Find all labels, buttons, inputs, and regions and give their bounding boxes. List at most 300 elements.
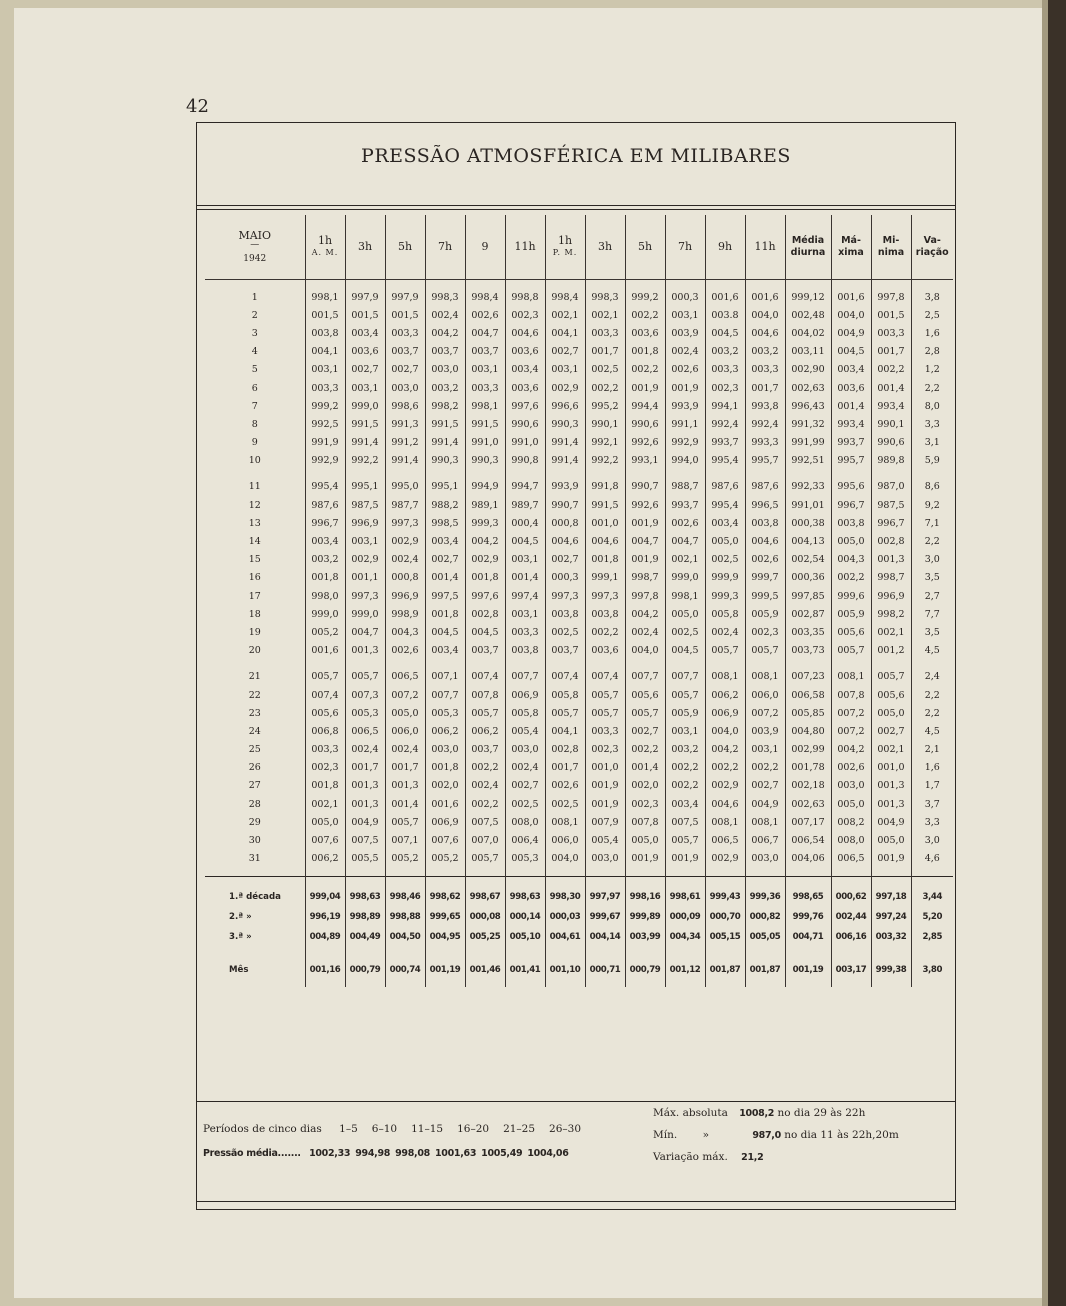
value-cell: 998,9 — [385, 605, 425, 623]
summary-value: 000,79 — [625, 947, 665, 987]
summary-value: 2,85 — [911, 927, 953, 947]
value-cell: 001,4 — [425, 569, 465, 587]
table-row — [205, 361, 953, 379]
footer-bottom-rule — [197, 1201, 955, 1202]
period-label: 11–15 — [411, 1123, 444, 1135]
value-cell: 001,9 — [585, 777, 625, 795]
value-cell: 002,1 — [871, 623, 911, 641]
value-cell: 001,3 — [385, 777, 425, 795]
spacer-cell — [665, 660, 705, 668]
spacer-cell — [585, 280, 625, 289]
day-cell: 31 — [248, 853, 261, 865]
summary-value: 001,19 — [785, 947, 831, 987]
value-cell: 994,9 — [465, 478, 505, 496]
day-cell: 21 — [248, 671, 261, 683]
value-cell: 003,7 — [545, 642, 585, 660]
value-cell: 003,4 — [665, 795, 705, 813]
value-cell: 2,2 — [911, 379, 953, 397]
value-cell: 999,0 — [305, 605, 345, 623]
summary-value: 003,99 — [625, 927, 665, 947]
value-cell: 996,9 — [345, 514, 385, 532]
col-header-main: 11h — [514, 240, 536, 253]
summary-value: 999,43 — [705, 876, 745, 907]
footer-rule — [197, 1101, 955, 1102]
table-row — [205, 623, 953, 641]
value-cell: 000,3 — [665, 288, 705, 306]
value-cell: 991,2 — [385, 434, 425, 452]
spacer-row — [205, 660, 953, 668]
table-row — [205, 686, 953, 704]
value-cell: 004,9 — [871, 813, 911, 831]
value-cell: 990,6 — [871, 434, 911, 452]
spacer-cell — [505, 280, 545, 289]
value-cell: 001,4 — [831, 397, 871, 415]
value-cell: 005,7 — [385, 813, 425, 831]
value-cell: 2,8 — [911, 343, 953, 361]
value-cell: 005,8 — [545, 686, 585, 704]
value-cell: 001,8 — [305, 777, 345, 795]
value-cell: 008,2 — [831, 813, 871, 831]
min-label: Mín. — [653, 1129, 678, 1141]
value-cell: 001,8 — [305, 569, 345, 587]
value-cell: 003,0 — [831, 777, 871, 795]
value-cell: 002,1 — [305, 795, 345, 813]
value-cell: 008,1 — [545, 813, 585, 831]
value-cell: 997,85 — [785, 587, 831, 605]
spacer-cell — [831, 660, 871, 668]
spacer-cell — [785, 660, 831, 668]
value-cell: 001,6 — [305, 642, 345, 660]
spacer-cell — [205, 660, 305, 668]
value-cell: 007,2 — [831, 722, 871, 740]
summary-value: 998,30 — [545, 876, 585, 907]
day-cell: 20 — [248, 645, 261, 657]
day-cell: 2 — [251, 309, 258, 321]
spacer-cell — [625, 868, 665, 877]
value-cell: 003,11 — [785, 343, 831, 361]
value-cell: 991,4 — [545, 452, 585, 470]
value-cell: 003,1 — [505, 605, 545, 623]
value-cell: 002,7 — [625, 722, 665, 740]
value-cell: 005,3 — [345, 704, 385, 722]
spacer-cell — [705, 660, 745, 668]
value-cell: 004,2 — [465, 532, 505, 550]
value-cell: 005,0 — [385, 704, 425, 722]
value-cell: 003,1 — [345, 379, 385, 397]
spacer-cell — [911, 660, 953, 668]
summary-row — [205, 927, 953, 947]
value-cell: 007,4 — [465, 668, 505, 686]
table-row — [205, 397, 953, 415]
value-cell: 004,0 — [705, 722, 745, 740]
period-label: 16–20 — [457, 1123, 490, 1135]
value-cell: 8,6 — [911, 478, 953, 496]
value-cell: 3,0 — [911, 831, 953, 849]
mean-pressure-value: 998,08 — [395, 1148, 430, 1159]
value-cell: 007,2 — [745, 704, 785, 722]
value-cell: 993,7 — [665, 496, 705, 514]
value-cell: 994,7 — [505, 478, 545, 496]
value-cell: 991,1 — [665, 415, 705, 433]
min-absolute-line — [653, 1129, 899, 1141]
value-cell: 987,5 — [871, 496, 911, 514]
summary-value: 001,46 — [465, 947, 505, 987]
value-cell: 000,8 — [545, 514, 585, 532]
value-cell: 005,9 — [665, 704, 705, 722]
value-cell: 2,4 — [911, 668, 953, 686]
value-cell: 002,6 — [665, 361, 705, 379]
summary-value: 005,05 — [745, 927, 785, 947]
value-cell: 003,4 — [345, 324, 385, 342]
summary-value: 001,12 — [665, 947, 705, 987]
value-cell: 001,8 — [425, 759, 465, 777]
col-header-main: Média — [791, 235, 825, 246]
spacer-cell — [665, 280, 705, 289]
summary-value: 5,20 — [911, 907, 953, 927]
summary-value: 999,89 — [625, 907, 665, 927]
value-cell: 3,3 — [911, 813, 953, 831]
value-cell: 007,7 — [425, 686, 465, 704]
value-cell: 007,5 — [465, 813, 505, 831]
spacer-cell — [425, 660, 465, 668]
spacer-cell — [205, 470, 305, 478]
summary-value: 998,16 — [625, 876, 665, 907]
value-cell: 002,2 — [705, 759, 745, 777]
summary-value: 004,49 — [345, 927, 385, 947]
value-cell: 002,9 — [465, 551, 505, 569]
summary-value: 997,18 — [871, 876, 911, 907]
value-cell: 989,1 — [465, 496, 505, 514]
value-cell: 004,06 — [785, 850, 831, 868]
day-cell: 25 — [248, 744, 261, 756]
spacer-cell — [305, 470, 345, 478]
summary-value: 004,95 — [425, 927, 465, 947]
value-cell: 001,9 — [625, 850, 665, 868]
value-cell: 993,9 — [665, 397, 705, 415]
value-cell: 990,7 — [545, 496, 585, 514]
day-cell: 4 — [251, 346, 258, 358]
value-cell: 1,6 — [911, 324, 953, 342]
mean-pressure-values — [304, 1148, 568, 1159]
table-row — [205, 478, 953, 496]
value-cell: 003,1 — [745, 741, 785, 759]
title-rule-inner — [197, 209, 955, 210]
value-cell: 002,4 — [465, 777, 505, 795]
value-cell: 005,7 — [705, 642, 745, 660]
value-cell: 001,3 — [345, 795, 385, 813]
value-cell: 9,2 — [911, 496, 953, 514]
value-cell: 005,5 — [345, 850, 385, 868]
value-cell: 005,4 — [585, 831, 625, 849]
value-cell: 002,6 — [545, 777, 585, 795]
col-header — [345, 215, 385, 280]
spacer-cell — [745, 868, 785, 877]
summary-value: 3,44 — [911, 876, 953, 907]
spacer-cell — [585, 868, 625, 877]
summary-value: 998,65 — [785, 876, 831, 907]
value-cell: 991,8 — [585, 478, 625, 496]
value-cell: 001,4 — [505, 569, 545, 587]
spacer-cell — [911, 280, 953, 289]
value-cell: 007,7 — [625, 668, 665, 686]
value-cell: 999,0 — [345, 397, 385, 415]
table-row — [205, 452, 953, 470]
value-cell: 997,3 — [545, 587, 585, 605]
value-cell: 995,7 — [745, 452, 785, 470]
value-cell: 003,1 — [665, 722, 705, 740]
value-cell: 005,7 — [625, 704, 665, 722]
spacer-cell — [785, 280, 831, 289]
value-cell: 003,2 — [745, 343, 785, 361]
spacer-cell — [745, 660, 785, 668]
value-cell: 3,1 — [911, 434, 953, 452]
summary-value: 000,62 — [831, 876, 871, 907]
month-dash: — — [250, 239, 260, 250]
table-row — [205, 795, 953, 813]
col-header — [665, 215, 705, 280]
value-cell: 004,5 — [425, 623, 465, 641]
value-cell: 996,7 — [305, 514, 345, 532]
spacer-cell — [345, 660, 385, 668]
value-cell: 991,5 — [425, 415, 465, 433]
value-cell: 002,9 — [705, 850, 745, 868]
value-cell: 001,9 — [625, 551, 665, 569]
value-cell: 993,7 — [831, 434, 871, 452]
value-cell: 997,3 — [585, 587, 625, 605]
value-cell: 005,7 — [871, 668, 911, 686]
value-cell: 002,2 — [745, 759, 785, 777]
value-cell: 003,35 — [785, 623, 831, 641]
col-header-main: 7h — [437, 240, 453, 253]
value-cell: 002,4 — [385, 551, 425, 569]
value-cell: 998,1 — [665, 587, 705, 605]
value-cell: 002,99 — [785, 741, 831, 759]
summary-value: 004,14 — [585, 927, 625, 947]
summary-rows — [205, 876, 953, 987]
value-cell: 003,6 — [345, 343, 385, 361]
value-cell: 003,4 — [705, 514, 745, 532]
col-header-main: 7h — [677, 240, 693, 253]
value-cell: 007,9 — [585, 813, 625, 831]
summary-value: 004,89 — [305, 927, 345, 947]
value-cell: 002,3 — [505, 306, 545, 324]
value-cell: 002,9 — [545, 379, 585, 397]
value-cell: 996,43 — [785, 397, 831, 415]
value-cell: 003,4 — [425, 642, 465, 660]
value-cell: 001,4 — [871, 379, 911, 397]
value-cell: 988,2 — [425, 496, 465, 514]
value-cell: 002,3 — [625, 795, 665, 813]
value-cell: 001,6 — [425, 795, 465, 813]
value-cell: 002,63 — [785, 379, 831, 397]
value-cell: 003,7 — [465, 642, 505, 660]
value-cell: 993,4 — [871, 397, 911, 415]
value-cell: 002,0 — [425, 777, 465, 795]
table-title: PRESSÃO ATMOSFÉRICA EM MILIBARES — [361, 145, 791, 167]
value-cell: 005,7 — [465, 850, 505, 868]
value-cell: 007,8 — [831, 686, 871, 704]
value-cell: 001,3 — [871, 551, 911, 569]
value-cell: 987,7 — [385, 496, 425, 514]
value-cell: 990,6 — [505, 415, 545, 433]
value-cell: 002,48 — [785, 306, 831, 324]
value-cell: 3,0 — [911, 551, 953, 569]
table-row — [205, 434, 953, 452]
value-cell: 002,8 — [871, 532, 911, 550]
max-label: Máx. absoluta — [653, 1107, 728, 1119]
value-cell: 001,0 — [585, 759, 625, 777]
value-cell: 998,2 — [425, 397, 465, 415]
value-cell: 987,6 — [305, 496, 345, 514]
value-cell: 006,9 — [425, 813, 465, 831]
table-row — [205, 514, 953, 532]
table-row — [205, 551, 953, 569]
value-cell: 992,4 — [705, 415, 745, 433]
page-number: 42 — [186, 96, 209, 117]
value-cell: 990,7 — [625, 478, 665, 496]
value-cell: 999,5 — [745, 587, 785, 605]
spacer-cell — [505, 868, 545, 877]
value-cell: 003,3 — [385, 324, 425, 342]
summary-row — [205, 947, 953, 987]
value-cell: 003,3 — [871, 324, 911, 342]
value-cell: 994,0 — [665, 452, 705, 470]
value-cell: 989,8 — [871, 452, 911, 470]
value-cell: 002,4 — [625, 623, 665, 641]
value-cell: 000,8 — [385, 569, 425, 587]
summary-label: 1.ª década — [205, 876, 305, 907]
table-row — [205, 343, 953, 361]
value-cell: 004,0 — [625, 642, 665, 660]
value-cell: 995,6 — [831, 478, 871, 496]
daily-rows — [205, 280, 953, 877]
value-cell: 997,8 — [625, 587, 665, 605]
value-cell: 003,1 — [505, 551, 545, 569]
value-cell: 004,3 — [385, 623, 425, 641]
value-cell: 007,5 — [345, 831, 385, 849]
value-cell: 003,8 — [305, 324, 345, 342]
table-row — [205, 306, 953, 324]
value-cell: 001,5 — [385, 306, 425, 324]
table-row — [205, 850, 953, 868]
value-cell: 003,73 — [785, 642, 831, 660]
value-cell: 998,8 — [505, 288, 545, 306]
value-cell: 991,99 — [785, 434, 831, 452]
value-cell: 987,5 — [345, 496, 385, 514]
value-cell: 005,6 — [831, 623, 871, 641]
summary-value: 001,19 — [425, 947, 465, 987]
value-cell: 005,8 — [505, 704, 545, 722]
value-cell: 003,4 — [305, 532, 345, 550]
value-cell: 992,33 — [785, 478, 831, 496]
value-cell: 003,1 — [665, 306, 705, 324]
col-header-main: 3h — [357, 240, 373, 253]
value-cell: 991,9 — [305, 434, 345, 452]
value-cell: 3,7 — [911, 795, 953, 813]
periods-line — [203, 1123, 581, 1135]
value-cell: 004,5 — [705, 324, 745, 342]
value-cell: 998,5 — [425, 514, 465, 532]
value-cell: 994,1 — [705, 397, 745, 415]
value-cell: 003,8 — [745, 514, 785, 532]
table-row — [205, 532, 953, 550]
col-header — [785, 215, 831, 280]
value-cell: 007,7 — [665, 668, 705, 686]
value-cell: 998,4 — [465, 288, 505, 306]
value-cell: 007,3 — [345, 686, 385, 704]
min-when: no dia 11 às 22h,20m — [784, 1129, 899, 1141]
summary-value: 997,24 — [871, 907, 911, 927]
header-row — [205, 215, 953, 280]
max-when: no dia 29 às 22h — [777, 1107, 866, 1119]
value-cell: 005,7 — [665, 831, 705, 849]
table-row — [205, 496, 953, 514]
value-cell: 002,9 — [345, 551, 385, 569]
value-cell: 1,7 — [911, 777, 953, 795]
value-cell: 002,2 — [831, 569, 871, 587]
value-cell: 005,2 — [305, 623, 345, 641]
value-cell: 004,6 — [505, 324, 545, 342]
value-cell: 004,9 — [345, 813, 385, 831]
summary-value: 005,25 — [465, 927, 505, 947]
value-cell: 004,13 — [785, 532, 831, 550]
col-header-main: Má- — [841, 235, 861, 246]
value-cell: 005,2 — [385, 850, 425, 868]
value-cell: 003,4 — [831, 361, 871, 379]
value-cell: 003,3 — [745, 361, 785, 379]
min-value: 987,0 — [752, 1130, 781, 1141]
value-cell: 002,0 — [625, 777, 665, 795]
value-cell: 001,3 — [871, 795, 911, 813]
value-cell: 002,5 — [545, 795, 585, 813]
value-cell: 007,2 — [831, 704, 871, 722]
value-cell: 002,90 — [785, 361, 831, 379]
value-cell: 003,9 — [665, 324, 705, 342]
spacer-cell — [545, 280, 585, 289]
value-cell: 007,8 — [625, 813, 665, 831]
value-cell: 003,0 — [385, 379, 425, 397]
value-cell: 003,3 — [705, 361, 745, 379]
col-header-main: Mi- — [882, 235, 900, 246]
value-cell: 006,54 — [785, 831, 831, 849]
table-row — [205, 288, 953, 306]
value-cell: 005,7 — [345, 668, 385, 686]
value-cell: 001,4 — [625, 759, 665, 777]
value-cell: 002,2 — [665, 759, 705, 777]
summary-value: 000,82 — [745, 907, 785, 927]
spacer-cell — [425, 868, 465, 877]
value-cell: 003,6 — [505, 379, 545, 397]
value-cell: 002,2 — [871, 361, 911, 379]
value-cell: 004,7 — [465, 324, 505, 342]
day-cell: 18 — [248, 608, 261, 620]
year-label: 1942 — [243, 253, 267, 264]
day-cell: 13 — [248, 517, 261, 529]
value-cell: 002,7 — [425, 551, 465, 569]
summary-value: 004,71 — [785, 927, 831, 947]
day-cell: 5 — [251, 364, 258, 376]
mean-pressure-value: 1004,06 — [527, 1148, 569, 1159]
summary-row — [205, 876, 953, 907]
value-cell: 002,3 — [305, 759, 345, 777]
value-cell: 006,4 — [505, 831, 545, 849]
value-cell: 993,1 — [625, 452, 665, 470]
day-cell: 11 — [248, 481, 261, 493]
value-cell: 004,6 — [545, 532, 585, 550]
value-cell: 003,7 — [425, 343, 465, 361]
value-cell: 005,2 — [425, 850, 465, 868]
value-cell: 002,2 — [465, 759, 505, 777]
